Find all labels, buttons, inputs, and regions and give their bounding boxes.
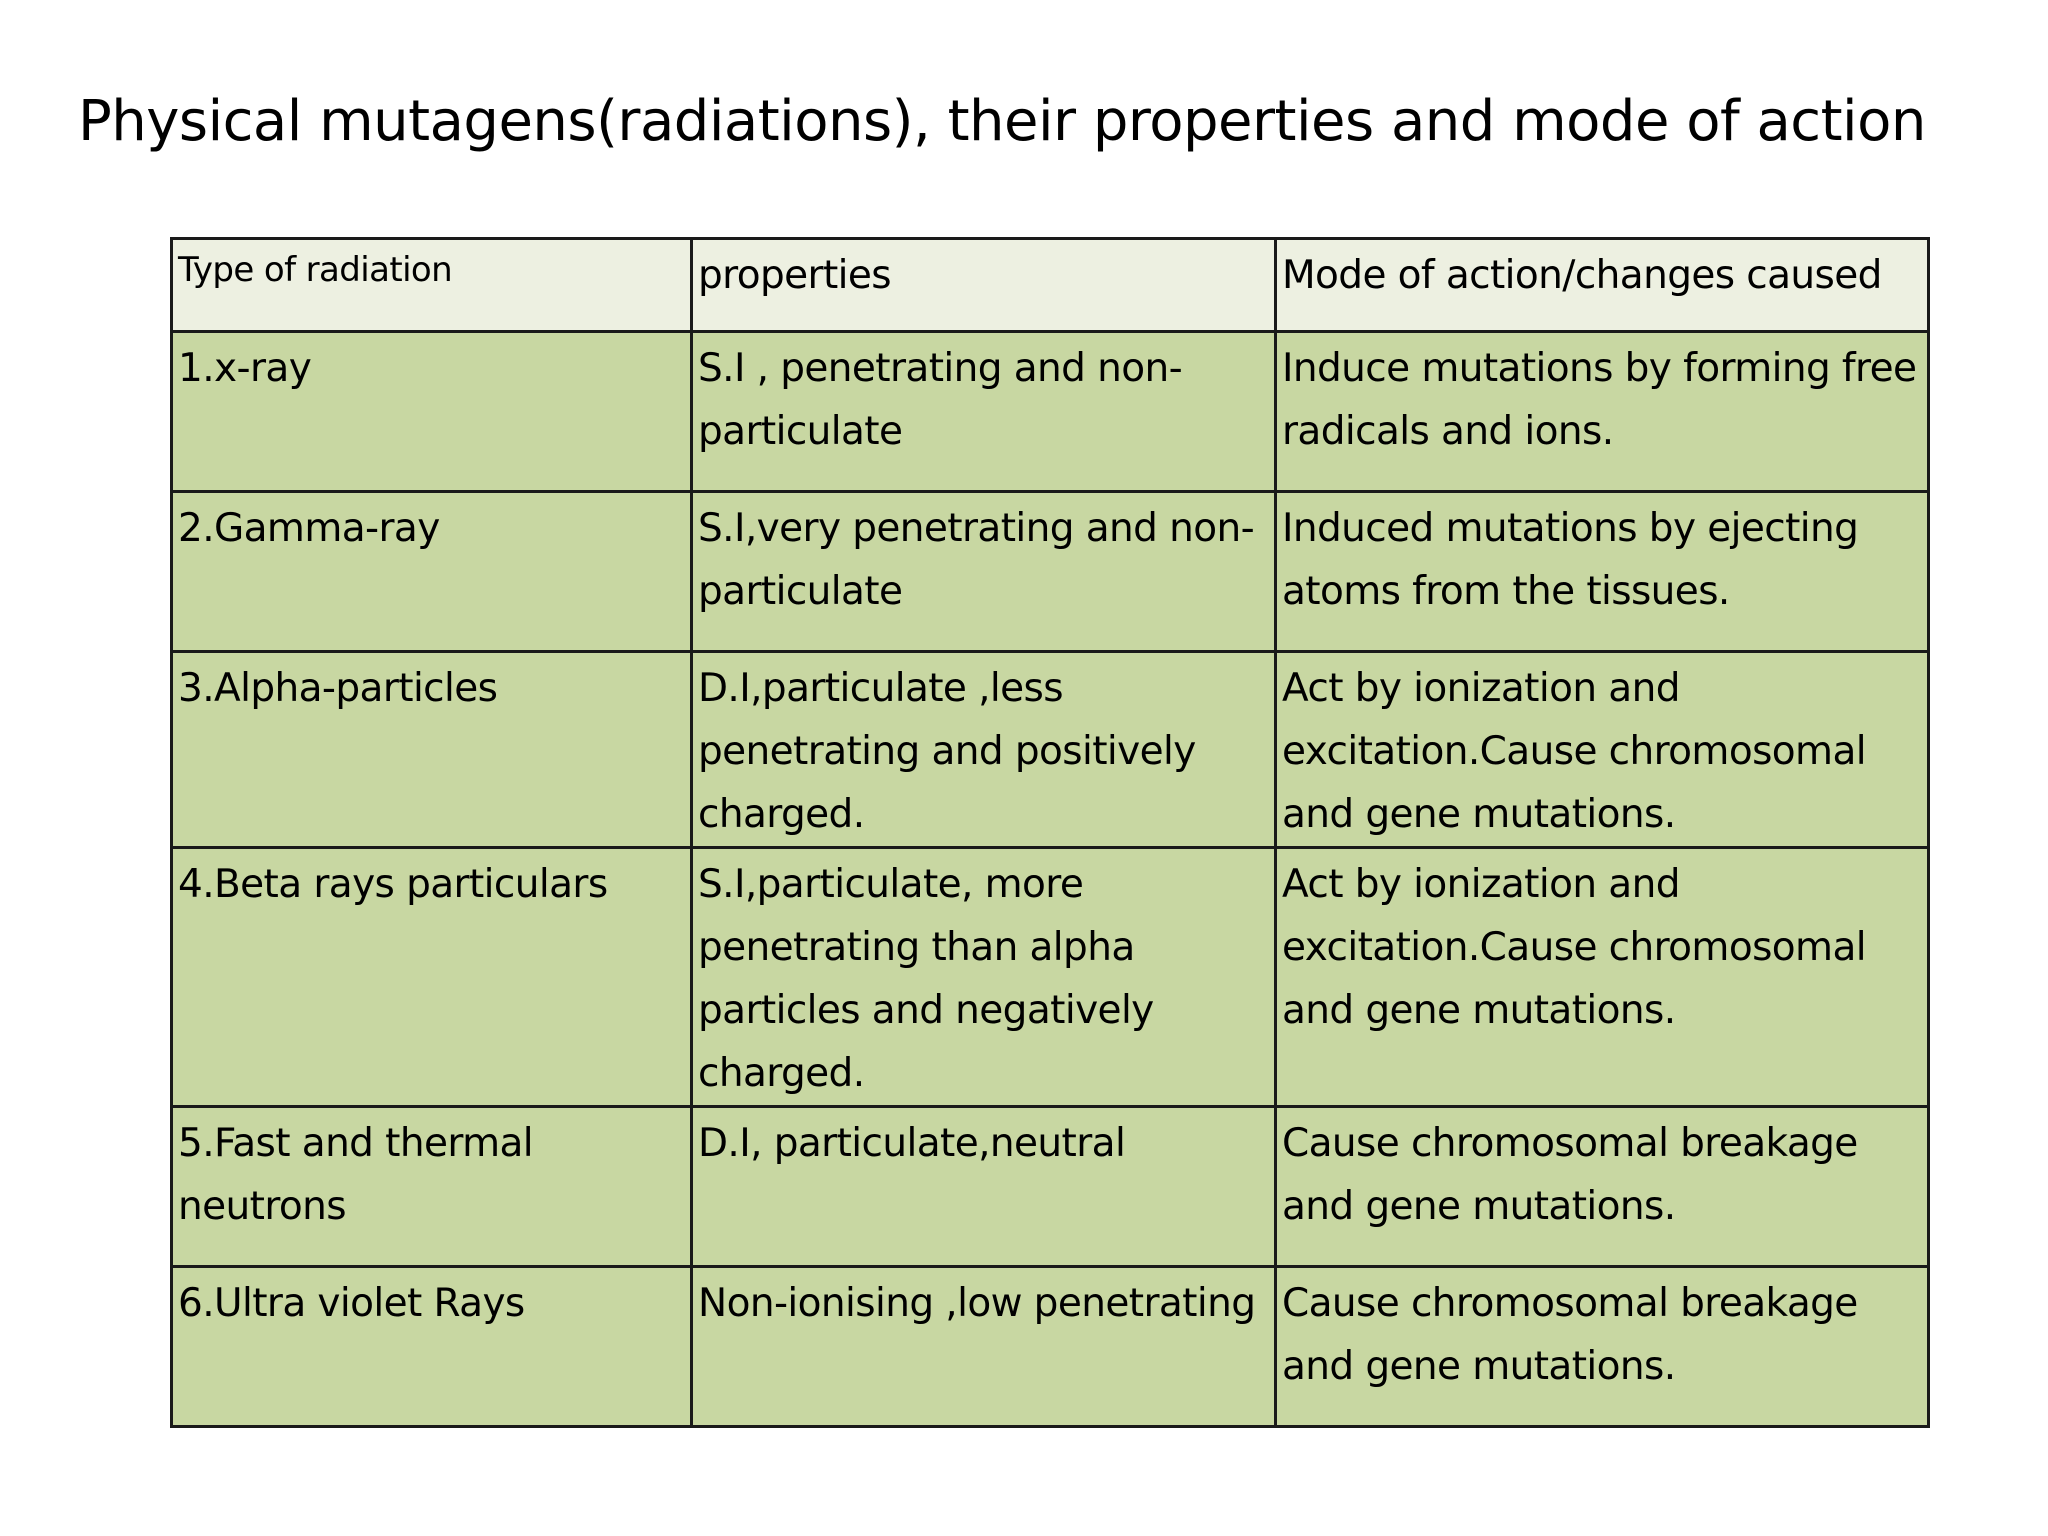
table-row	[172, 332, 1929, 492]
cell-properties: Non-ionising ,low penetrating	[692, 1267, 1276, 1427]
cell-properties: D.I,particulate ,less penetrating and positively charged.	[692, 652, 1276, 848]
cell-radiation-type: 3.Alpha-particles	[172, 652, 692, 848]
cell-radiation-type: 6.Ultra violet Rays	[172, 1267, 692, 1427]
table-row	[172, 652, 1929, 848]
cell-mode-of-action: Cause chromosomal breakage and gene mutations.	[1276, 1107, 1929, 1267]
table-row	[172, 1267, 1929, 1427]
cell-radiation-type: 5.Fast and thermal neutrons	[172, 1107, 692, 1267]
table-header-row	[172, 239, 1929, 332]
header-type-of-radiation: Type of radiation	[172, 239, 692, 332]
header-mode-of-action: Mode of action/changes caused	[1276, 239, 1929, 332]
cell-mode-of-action: Induce mutations by forming free radicals and ions.	[1276, 332, 1929, 492]
cell-mode-of-action: Act by ionization and excitation.Cause chromosomal and gene mutations.	[1276, 652, 1929, 848]
cell-radiation-type: 4.Beta rays particulars	[172, 848, 692, 1107]
cell-mode-of-action: Induced mutations by ejecting atoms from the tissues.	[1276, 492, 1929, 652]
cell-properties: S.I,very penetrating and non-particulate	[692, 492, 1276, 652]
cell-mode-of-action: Cause chromosomal breakage and gene mutations.	[1276, 1267, 1929, 1427]
cell-mode-of-action: Act by ionization and excitation.Cause chromosomal and gene mutations.	[1276, 848, 1929, 1107]
mutagen-table	[170, 237, 1930, 1428]
cell-properties: D.I, particulate,neutral	[692, 1107, 1276, 1267]
header-properties: properties	[692, 239, 1276, 332]
cell-radiation-type: 1.x-ray	[172, 332, 692, 492]
table-row	[172, 492, 1929, 652]
table-row	[172, 1107, 1929, 1267]
slide-title: Physical mutagens(radiations), their properties and mode of action	[78, 89, 1926, 154]
table-row	[172, 848, 1929, 1107]
cell-radiation-type: 2.Gamma-ray	[172, 492, 692, 652]
cell-properties: S.I,particulate, more penetrating than alpha particles and negatively charged.	[692, 848, 1276, 1107]
cell-properties: S.I , penetrating and non-particulate	[692, 332, 1276, 492]
